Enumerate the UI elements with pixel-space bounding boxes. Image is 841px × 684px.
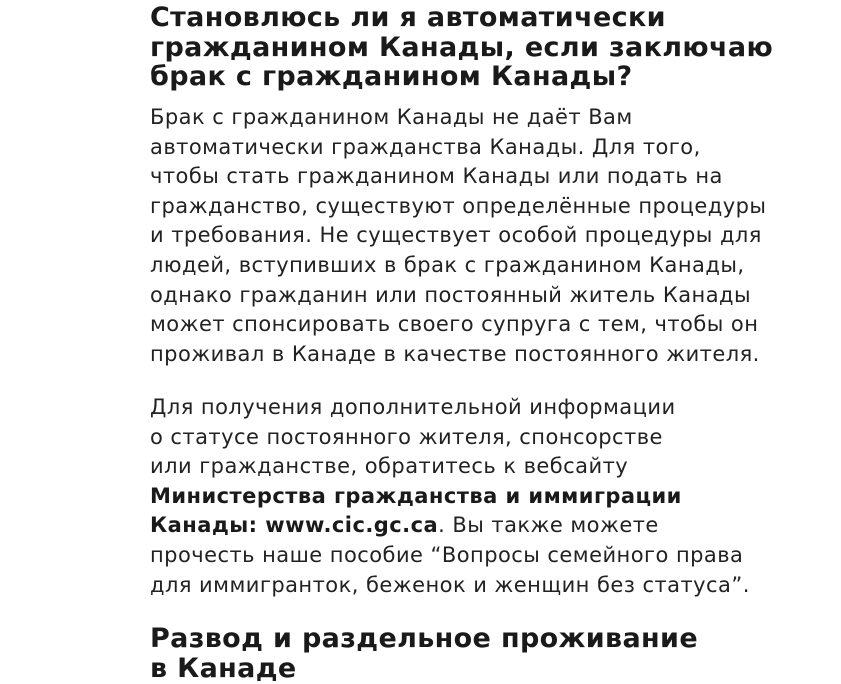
ministry-website-link[interactable]: Канады: www.cic.gc.ca xyxy=(150,513,439,538)
paragraph-line: однако гражданин или постоянный житель Канады xyxy=(150,282,752,307)
paragraph-line: может спонсировать своего супруга с тем, чтобы он xyxy=(150,312,759,337)
paragraph-text: . Вы также можете xyxy=(438,513,659,538)
paragraph-line: гражданство, существуют определённые процедуры xyxy=(150,193,767,218)
section-heading-citizenship-by-marriage xyxy=(150,3,773,92)
heading-line: брак с гражданином Канады? xyxy=(150,61,633,92)
paragraph-more-information xyxy=(150,393,750,600)
paragraph-line: Для получения дополнительной информации xyxy=(150,395,676,419)
section-heading-divorce-separation xyxy=(150,624,698,683)
paragraph-line: чтобы стать гражданином Канады или подать на xyxy=(150,164,723,189)
paragraph-line: автоматически гражданства Канады. Для того, xyxy=(150,134,701,159)
heading-line: Развод и раздельное проживание xyxy=(150,623,698,654)
heading-line: гражданином Канады, если заключаю xyxy=(150,31,774,63)
paragraph-line: проживал в Канаде в качестве постоянного жителя. xyxy=(150,341,760,366)
heading-line: в Канаде xyxy=(150,652,297,684)
paragraph-line: людей, вступивших в брак с гражданином Канады, xyxy=(150,252,745,277)
paragraph-line: прочесть наше пособие “Вопросы семейного права xyxy=(150,542,744,567)
paragraph-line: для иммигранток, беженок и женщин без статуса”. xyxy=(150,572,750,597)
paragraph-line: или гражданстве, обратитесь к вебсайту xyxy=(150,454,629,479)
heading-line: Становлюсь ли я автоматически xyxy=(150,2,666,33)
paragraph-line xyxy=(150,511,750,541)
ministry-name: Министерства гражданства и иммиграции xyxy=(150,483,682,508)
paragraph-line: Брак с гражданином Канады не даёт Вам xyxy=(150,105,633,129)
paragraph-marriage-citizenship xyxy=(150,103,766,369)
paragraph-line: и требования. Не существует особой процедуры для xyxy=(150,223,762,248)
paragraph-line: о статусе постоянного жителя, спонсорстве xyxy=(150,424,663,449)
